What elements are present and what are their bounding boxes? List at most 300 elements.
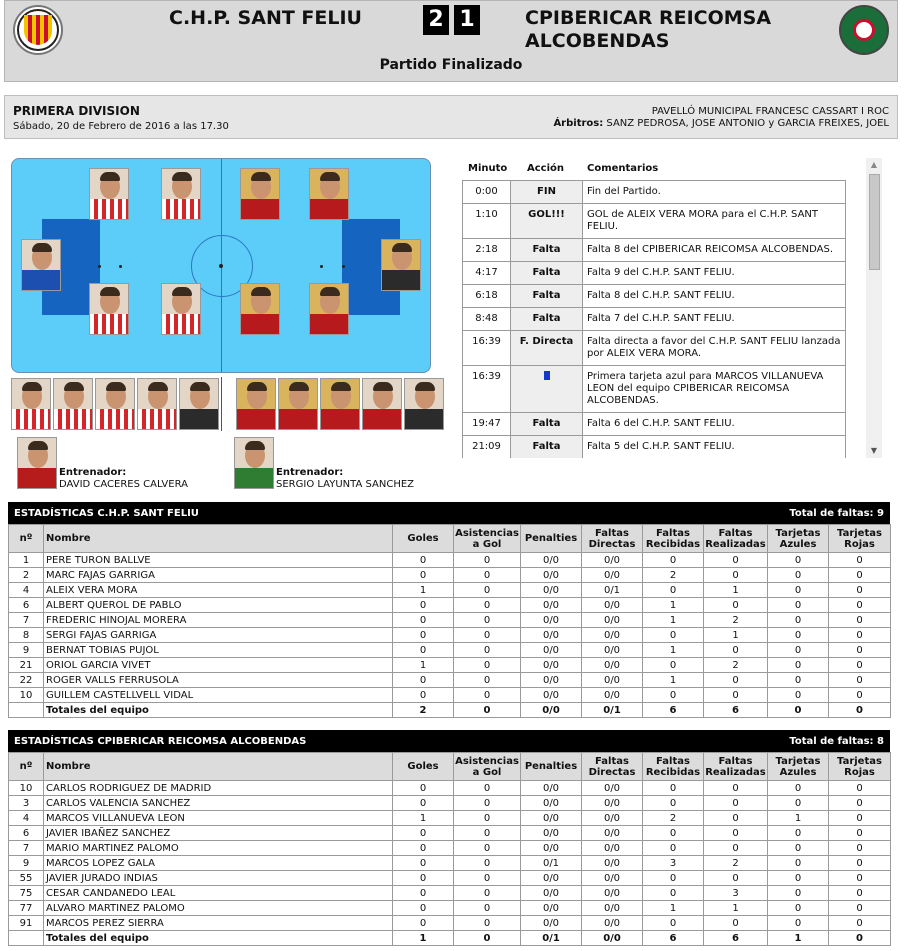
- stat-cell: 0: [768, 583, 829, 598]
- stat-cell: 1: [643, 643, 704, 658]
- bench-divider: [221, 377, 222, 431]
- stat-cell: 0: [454, 613, 521, 628]
- stat-cell: 4: [9, 811, 44, 826]
- stat-cell: 0: [454, 871, 521, 886]
- stat-cell: 7: [9, 613, 44, 628]
- away-coach-photo[interactable]: [234, 437, 274, 489]
- player-stats-row: [9, 583, 891, 598]
- player-name: ALVARO MARTINEZ PALOMO: [44, 901, 393, 916]
- stats-column-header: Asistencias a Gol: [454, 753, 521, 781]
- player-stats-row: [9, 796, 891, 811]
- event-row: [463, 204, 846, 239]
- team-totals-row: [9, 703, 891, 718]
- stat-cell: 2: [643, 568, 704, 583]
- event-comment: Falta 5 del C.H.P. SANT FELIU.: [583, 436, 846, 459]
- player-photo[interactable]: [309, 283, 349, 335]
- player-name: JAVIER IBAÑEZ SANCHEZ: [44, 826, 393, 841]
- stat-cell: 0/0: [521, 568, 582, 583]
- stats-column-header: nº: [9, 525, 44, 553]
- penalty-spot: [342, 265, 345, 268]
- event-row: [463, 413, 846, 436]
- total-cell: 6: [643, 703, 704, 718]
- player-name: BERNAT TOBIAS PUJOL: [44, 643, 393, 658]
- total-cell: 0: [829, 703, 891, 718]
- event-action: FIN: [511, 181, 583, 204]
- total-cell: 1: [393, 931, 454, 946]
- stat-cell: 0/0: [582, 796, 643, 811]
- stat-cell: 0/0: [521, 796, 582, 811]
- stat-cell: 2: [643, 811, 704, 826]
- total-cell: 6: [704, 703, 768, 718]
- stat-cell: 0/0: [521, 598, 582, 613]
- stat-cell: 0/1: [582, 583, 643, 598]
- totals-label: Totales del equipo: [44, 931, 393, 946]
- stat-cell: 0/0: [582, 841, 643, 856]
- home-coach-label: Entrenador:: [59, 467, 127, 478]
- stat-cell: 0/0: [582, 598, 643, 613]
- stat-cell: 2: [704, 856, 768, 871]
- stat-cell: 0/0: [582, 901, 643, 916]
- stat-cell: 0/0: [582, 781, 643, 796]
- bench-player-photo[interactable]: [320, 378, 360, 430]
- stat-cell: 0: [704, 673, 768, 688]
- player-stats-row: [9, 613, 891, 628]
- referees-label: Árbitros:: [553, 118, 604, 129]
- stat-cell: 0/0: [521, 871, 582, 886]
- player-name: MARCOS VILLANUEVA LEON: [44, 811, 393, 826]
- stat-cell: 0: [768, 628, 829, 643]
- stat-cell: 0: [768, 673, 829, 688]
- stat-cell: 0: [704, 841, 768, 856]
- stat-cell: 1: [393, 811, 454, 826]
- stats-column-header: Faltas Recibidas: [643, 525, 704, 553]
- stat-cell: 0: [393, 886, 454, 901]
- stat-cell: 0: [454, 856, 521, 871]
- stat-cell: 0: [704, 568, 768, 583]
- stat-cell: 1: [704, 583, 768, 598]
- stat-cell: 0: [393, 643, 454, 658]
- stat-cell: 0: [768, 613, 829, 628]
- stat-cell: 0/1: [521, 856, 582, 871]
- player-photo[interactable]: [309, 168, 349, 220]
- stat-cell: 0: [393, 916, 454, 931]
- stat-cell: 0/0: [582, 871, 643, 886]
- stats-column-header: Nombre: [44, 753, 393, 781]
- total-cell: 0: [454, 703, 521, 718]
- stats-column-header: Goles: [393, 753, 454, 781]
- stat-cell: 22: [9, 673, 44, 688]
- total-cell: 0/0: [582, 931, 643, 946]
- stat-cell: 0/0: [521, 916, 582, 931]
- stat-cell: 77: [9, 901, 44, 916]
- player-photo[interactable]: [89, 168, 129, 220]
- stat-cell: 0/0: [582, 916, 643, 931]
- venue-name: PAVELLÓ MUNICIPAL FRANCESC CASSART I ROC: [651, 106, 889, 117]
- stat-cell: 0: [393, 781, 454, 796]
- stat-cell: 6: [9, 598, 44, 613]
- events-table: [462, 180, 846, 458]
- stat-cell: 0: [643, 781, 704, 796]
- total-cell: [9, 931, 44, 946]
- player-name: CARLOS VALENCIA SANCHEZ: [44, 796, 393, 811]
- stat-cell: 0: [829, 688, 891, 703]
- total-cell: 6: [704, 931, 768, 946]
- stat-cell: 0: [454, 811, 521, 826]
- player-name: MARCOS LOPEZ GALA: [44, 856, 393, 871]
- stat-cell: 0: [704, 781, 768, 796]
- stat-cell: 0/0: [521, 811, 582, 826]
- competition-name: PRIMERA DIVISION: [13, 104, 140, 118]
- stat-cell: 2: [704, 658, 768, 673]
- stat-cell: 0/0: [582, 673, 643, 688]
- stat-cell: 0/0: [582, 811, 643, 826]
- stats-column-header: Faltas Directas: [582, 525, 643, 553]
- stat-cell: 7: [9, 841, 44, 856]
- stat-cell: 0: [643, 658, 704, 673]
- stat-cell: 0/0: [582, 613, 643, 628]
- stat-cell: 0/0: [521, 781, 582, 796]
- bench-player-photo[interactable]: [404, 378, 444, 430]
- event-action: Falta: [511, 239, 583, 262]
- player-name: CARLOS RODRIGUEZ DE MADRID: [44, 781, 393, 796]
- court-diagram: [11, 158, 431, 373]
- stat-cell: 0/0: [582, 886, 643, 901]
- stat-cell: 0/0: [582, 643, 643, 658]
- stat-cell: 0: [829, 886, 891, 901]
- bench-player-photo[interactable]: [137, 378, 177, 430]
- stat-cell: 6: [9, 826, 44, 841]
- player-photo[interactable]: [240, 283, 280, 335]
- event-minute: 21:09: [463, 436, 511, 459]
- event-minute: 1:10: [463, 204, 511, 239]
- event-minute: 0:00: [463, 181, 511, 204]
- stat-cell: 0: [643, 583, 704, 598]
- stat-cell: 0/0: [582, 826, 643, 841]
- player-name: ROGER VALLS FERRUSOLA: [44, 673, 393, 688]
- stat-cell: 0: [454, 886, 521, 901]
- stat-cell: 0: [454, 826, 521, 841]
- stat-cell: 0: [829, 568, 891, 583]
- away-club-crest-icon: [839, 5, 889, 55]
- bench-player-photo[interactable]: [278, 378, 318, 430]
- stat-cell: 0: [829, 916, 891, 931]
- stats-column-header: Nombre: [44, 525, 393, 553]
- stat-cell: 0: [829, 583, 891, 598]
- player-stats-row: [9, 841, 891, 856]
- player-stats-row: [9, 658, 891, 673]
- stat-cell: 3: [704, 886, 768, 901]
- stat-cell: 0: [454, 643, 521, 658]
- match-events-panel: [462, 158, 882, 458]
- stat-cell: 0: [393, 598, 454, 613]
- scroll-up-arrow-icon[interactable]: ▲: [870, 160, 878, 169]
- bench-player-photo[interactable]: [95, 378, 135, 430]
- event-row: [463, 285, 846, 308]
- stat-cell: 0: [704, 916, 768, 931]
- totals-label: Totales del equipo: [44, 703, 393, 718]
- stat-cell: 0: [704, 871, 768, 886]
- player-photo[interactable]: [381, 239, 421, 291]
- center-spot: [219, 264, 223, 268]
- stat-cell: 0: [643, 553, 704, 568]
- blue-card-icon: [544, 371, 550, 380]
- stat-cell: 9: [9, 643, 44, 658]
- event-minute: 4:17: [463, 262, 511, 285]
- event-minute: 19:47: [463, 413, 511, 436]
- penalty-spot: [320, 265, 323, 268]
- stat-cell: 55: [9, 871, 44, 886]
- stat-cell: 2: [9, 568, 44, 583]
- stat-cell: 0: [393, 796, 454, 811]
- match-header: [4, 0, 898, 82]
- stat-cell: 0: [768, 841, 829, 856]
- away-team-name: CPIBERICAR REICOMSA ALCOBENDAS: [525, 7, 772, 52]
- events-col-comment: Comentarios: [587, 163, 659, 174]
- stat-cell: 1: [393, 658, 454, 673]
- stat-cell: 0: [768, 886, 829, 901]
- stat-cell: 0: [454, 781, 521, 796]
- stat-cell: 0/0: [582, 856, 643, 871]
- stat-cell: 0/0: [521, 673, 582, 688]
- player-stats-row: [9, 901, 891, 916]
- stat-cell: 10: [9, 688, 44, 703]
- home-coach-name: DAVID CACERES CALVERA: [59, 479, 188, 490]
- away-stats-title: ESTADÍSTICAS CPIBERICAR REICOMSA ALCOBENDAS: [14, 736, 307, 747]
- away-coach-label: Entrenador:: [276, 467, 344, 478]
- player-photo[interactable]: [21, 239, 61, 291]
- stat-cell: 3: [9, 796, 44, 811]
- stat-cell: 0: [454, 673, 521, 688]
- team-totals-row: [9, 931, 891, 946]
- player-name: ORIOL GARCIA VIVET: [44, 658, 393, 673]
- stat-cell: 0: [768, 658, 829, 673]
- home-stats-title-bar: [8, 502, 890, 524]
- bench-player-photo[interactable]: [236, 378, 276, 430]
- match-status: Partido Finalizado: [379, 57, 523, 73]
- stats-column-header: Asistencias a Gol: [454, 525, 521, 553]
- stat-cell: 0: [829, 673, 891, 688]
- stat-cell: 0/0: [521, 658, 582, 673]
- stat-cell: 0: [829, 553, 891, 568]
- total-cell: 0: [829, 931, 891, 946]
- total-cell: 0/1: [521, 931, 582, 946]
- stat-cell: 10: [9, 781, 44, 796]
- away-stats-section: [8, 730, 890, 946]
- stat-cell: 0: [454, 658, 521, 673]
- stat-cell: 0: [454, 916, 521, 931]
- stat-cell: 2: [704, 613, 768, 628]
- player-photo[interactable]: [161, 168, 201, 220]
- home-coach-photo[interactable]: [17, 437, 57, 489]
- event-minute: 16:39: [463, 331, 511, 366]
- player-stats-row: [9, 871, 891, 886]
- stat-cell: 0: [643, 871, 704, 886]
- player-name: FREDERIC HINOJAL MORERA: [44, 613, 393, 628]
- stat-cell: 0: [829, 856, 891, 871]
- bench-player-photo[interactable]: [179, 378, 219, 430]
- stat-cell: 0/0: [582, 553, 643, 568]
- stat-cell: 0: [768, 916, 829, 931]
- home-stats-table: [8, 524, 891, 718]
- total-cell: 0/0: [521, 703, 582, 718]
- event-action: Falta: [511, 413, 583, 436]
- stat-cell: 0: [768, 781, 829, 796]
- stat-cell: 0: [704, 643, 768, 658]
- stat-cell: 1: [643, 901, 704, 916]
- event-action: F. Directa: [511, 331, 583, 366]
- stat-cell: 0: [704, 553, 768, 568]
- event-minute: 8:48: [463, 308, 511, 331]
- stat-cell: 1: [643, 673, 704, 688]
- stats-column-header: Penalties: [521, 525, 582, 553]
- stats-column-header: Tarjetas Rojas: [829, 525, 891, 553]
- stat-cell: 0: [829, 901, 891, 916]
- stats-column-header: Tarjetas Rojas: [829, 753, 891, 781]
- stats-column-header: Tarjetas Azules: [768, 753, 829, 781]
- player-stats-row: [9, 643, 891, 658]
- stat-cell: 0: [829, 871, 891, 886]
- event-row: [463, 308, 846, 331]
- penalty-spot: [98, 265, 101, 268]
- player-photo[interactable]: [161, 283, 201, 335]
- events-col-action: Acción: [527, 163, 565, 174]
- event-comment: Falta directa a favor del C.H.P. SANT FELIU lanzada por ALEIX VERA MORA.: [583, 331, 846, 366]
- events-col-minute: Minuto: [468, 163, 508, 174]
- stats-column-header: Faltas Realizadas: [704, 753, 768, 781]
- stat-cell: 0: [454, 628, 521, 643]
- stat-cell: 0: [393, 856, 454, 871]
- away-score: 1: [454, 5, 480, 35]
- bench-player-photo[interactable]: [53, 378, 93, 430]
- referees-line: [553, 118, 889, 129]
- events-scrollbar[interactable]: [866, 158, 882, 458]
- scroll-down-arrow-icon[interactable]: ▼: [870, 446, 878, 455]
- event-comment: Falta 9 del C.H.P. SANT FELIU.: [583, 262, 846, 285]
- stat-cell: 0: [643, 688, 704, 703]
- referees-names: SANZ PEDROSA, JOSE ANTONIO y GARCIA FREIXES, JOEL: [606, 118, 889, 129]
- stat-cell: 0: [643, 916, 704, 931]
- player-stats-row: [9, 628, 891, 643]
- event-action: Falta: [511, 436, 583, 459]
- home-club-crest-icon: [13, 5, 63, 55]
- stat-cell: 0/0: [521, 826, 582, 841]
- stat-cell: 0: [393, 568, 454, 583]
- stat-cell: 0: [768, 796, 829, 811]
- player-stats-row: [9, 826, 891, 841]
- player-name: MARC FAJAS GARRIGA: [44, 568, 393, 583]
- stat-cell: 0: [829, 658, 891, 673]
- match-info-bar: [4, 95, 898, 139]
- home-score: 2: [423, 5, 449, 35]
- stat-cell: 0: [829, 841, 891, 856]
- event-row: [463, 436, 846, 459]
- event-row: [463, 366, 846, 413]
- stat-cell: 0/0: [521, 688, 582, 703]
- stat-cell: 1: [643, 613, 704, 628]
- stat-cell: 0: [768, 643, 829, 658]
- stat-cell: 0/0: [582, 568, 643, 583]
- event-comment: Falta 6 del C.H.P. SANT FELIU.: [583, 413, 846, 436]
- stat-cell: 0: [704, 826, 768, 841]
- event-row: [463, 262, 846, 285]
- stat-cell: 1: [393, 583, 454, 598]
- stat-cell: 0: [829, 643, 891, 658]
- player-name: PERE TURON BALLVE: [44, 553, 393, 568]
- stat-cell: 0: [454, 796, 521, 811]
- event-action: Falta: [511, 262, 583, 285]
- away-coach-name: SERGIO LAYUNTA SANCHEZ: [276, 479, 415, 490]
- stat-cell: 0: [768, 688, 829, 703]
- stat-cell: 0: [768, 826, 829, 841]
- stats-column-header: Goles: [393, 525, 454, 553]
- scroll-thumb[interactable]: [869, 174, 880, 270]
- event-comment: Primera tarjeta azul para MARCOS VILLANUEVA LEON del equipo CPIBERICAR REICOMSA ALCOBENDAS.: [583, 366, 846, 413]
- stat-cell: 0: [829, 613, 891, 628]
- stat-cell: 0: [704, 796, 768, 811]
- stat-cell: 0: [393, 553, 454, 568]
- stat-cell: 0: [393, 673, 454, 688]
- home-stats-title: ESTADÍSTICAS C.H.P. SANT FELIU: [14, 508, 199, 519]
- stat-cell: 0: [768, 856, 829, 871]
- stat-cell: 0/0: [521, 841, 582, 856]
- stat-cell: 8: [9, 628, 44, 643]
- stat-cell: 0: [704, 811, 768, 826]
- stat-cell: 0: [393, 871, 454, 886]
- event-action: [511, 366, 583, 413]
- stat-cell: 0: [704, 688, 768, 703]
- player-name: JAVIER JURADO INDIAS: [44, 871, 393, 886]
- event-action: Falta: [511, 308, 583, 331]
- player-stats-row: [9, 598, 891, 613]
- stat-cell: 0/0: [582, 688, 643, 703]
- stat-cell: 0: [393, 613, 454, 628]
- stat-cell: 0: [454, 688, 521, 703]
- home-team-name: C.H.P. SANT FELIU: [169, 7, 362, 29]
- stat-cell: 0/0: [521, 583, 582, 598]
- total-cell: 0/1: [582, 703, 643, 718]
- stat-cell: 0/0: [521, 628, 582, 643]
- player-photo[interactable]: [240, 168, 280, 220]
- stat-cell: 0: [829, 796, 891, 811]
- event-row: [463, 239, 846, 262]
- player-photo[interactable]: [89, 283, 129, 335]
- bench-player-photo[interactable]: [362, 378, 402, 430]
- bench-player-photo[interactable]: [11, 378, 51, 430]
- player-stats-row: [9, 811, 891, 826]
- player-stats-row: [9, 856, 891, 871]
- total-cell: 2: [393, 703, 454, 718]
- stat-cell: 0: [829, 628, 891, 643]
- stat-cell: 1: [9, 553, 44, 568]
- stat-cell: 1: [768, 811, 829, 826]
- player-stats-row: [9, 781, 891, 796]
- player-name: MARCOS PEREZ SIERRA: [44, 916, 393, 931]
- event-minute: 16:39: [463, 366, 511, 413]
- player-stats-row: [9, 568, 891, 583]
- stat-cell: 0: [704, 598, 768, 613]
- stat-cell: 0/0: [521, 901, 582, 916]
- event-row: [463, 181, 846, 204]
- stat-cell: 0/0: [582, 628, 643, 643]
- away-stats-title-bar: [8, 730, 890, 752]
- total-cell: 0: [768, 703, 829, 718]
- stat-cell: 0: [454, 583, 521, 598]
- stat-cell: 1: [704, 901, 768, 916]
- player-name: MARIO MARTINEZ PALOMO: [44, 841, 393, 856]
- events-scroll-area[interactable]: [462, 180, 846, 458]
- stat-cell: 0: [768, 568, 829, 583]
- stats-column-header: Penalties: [521, 753, 582, 781]
